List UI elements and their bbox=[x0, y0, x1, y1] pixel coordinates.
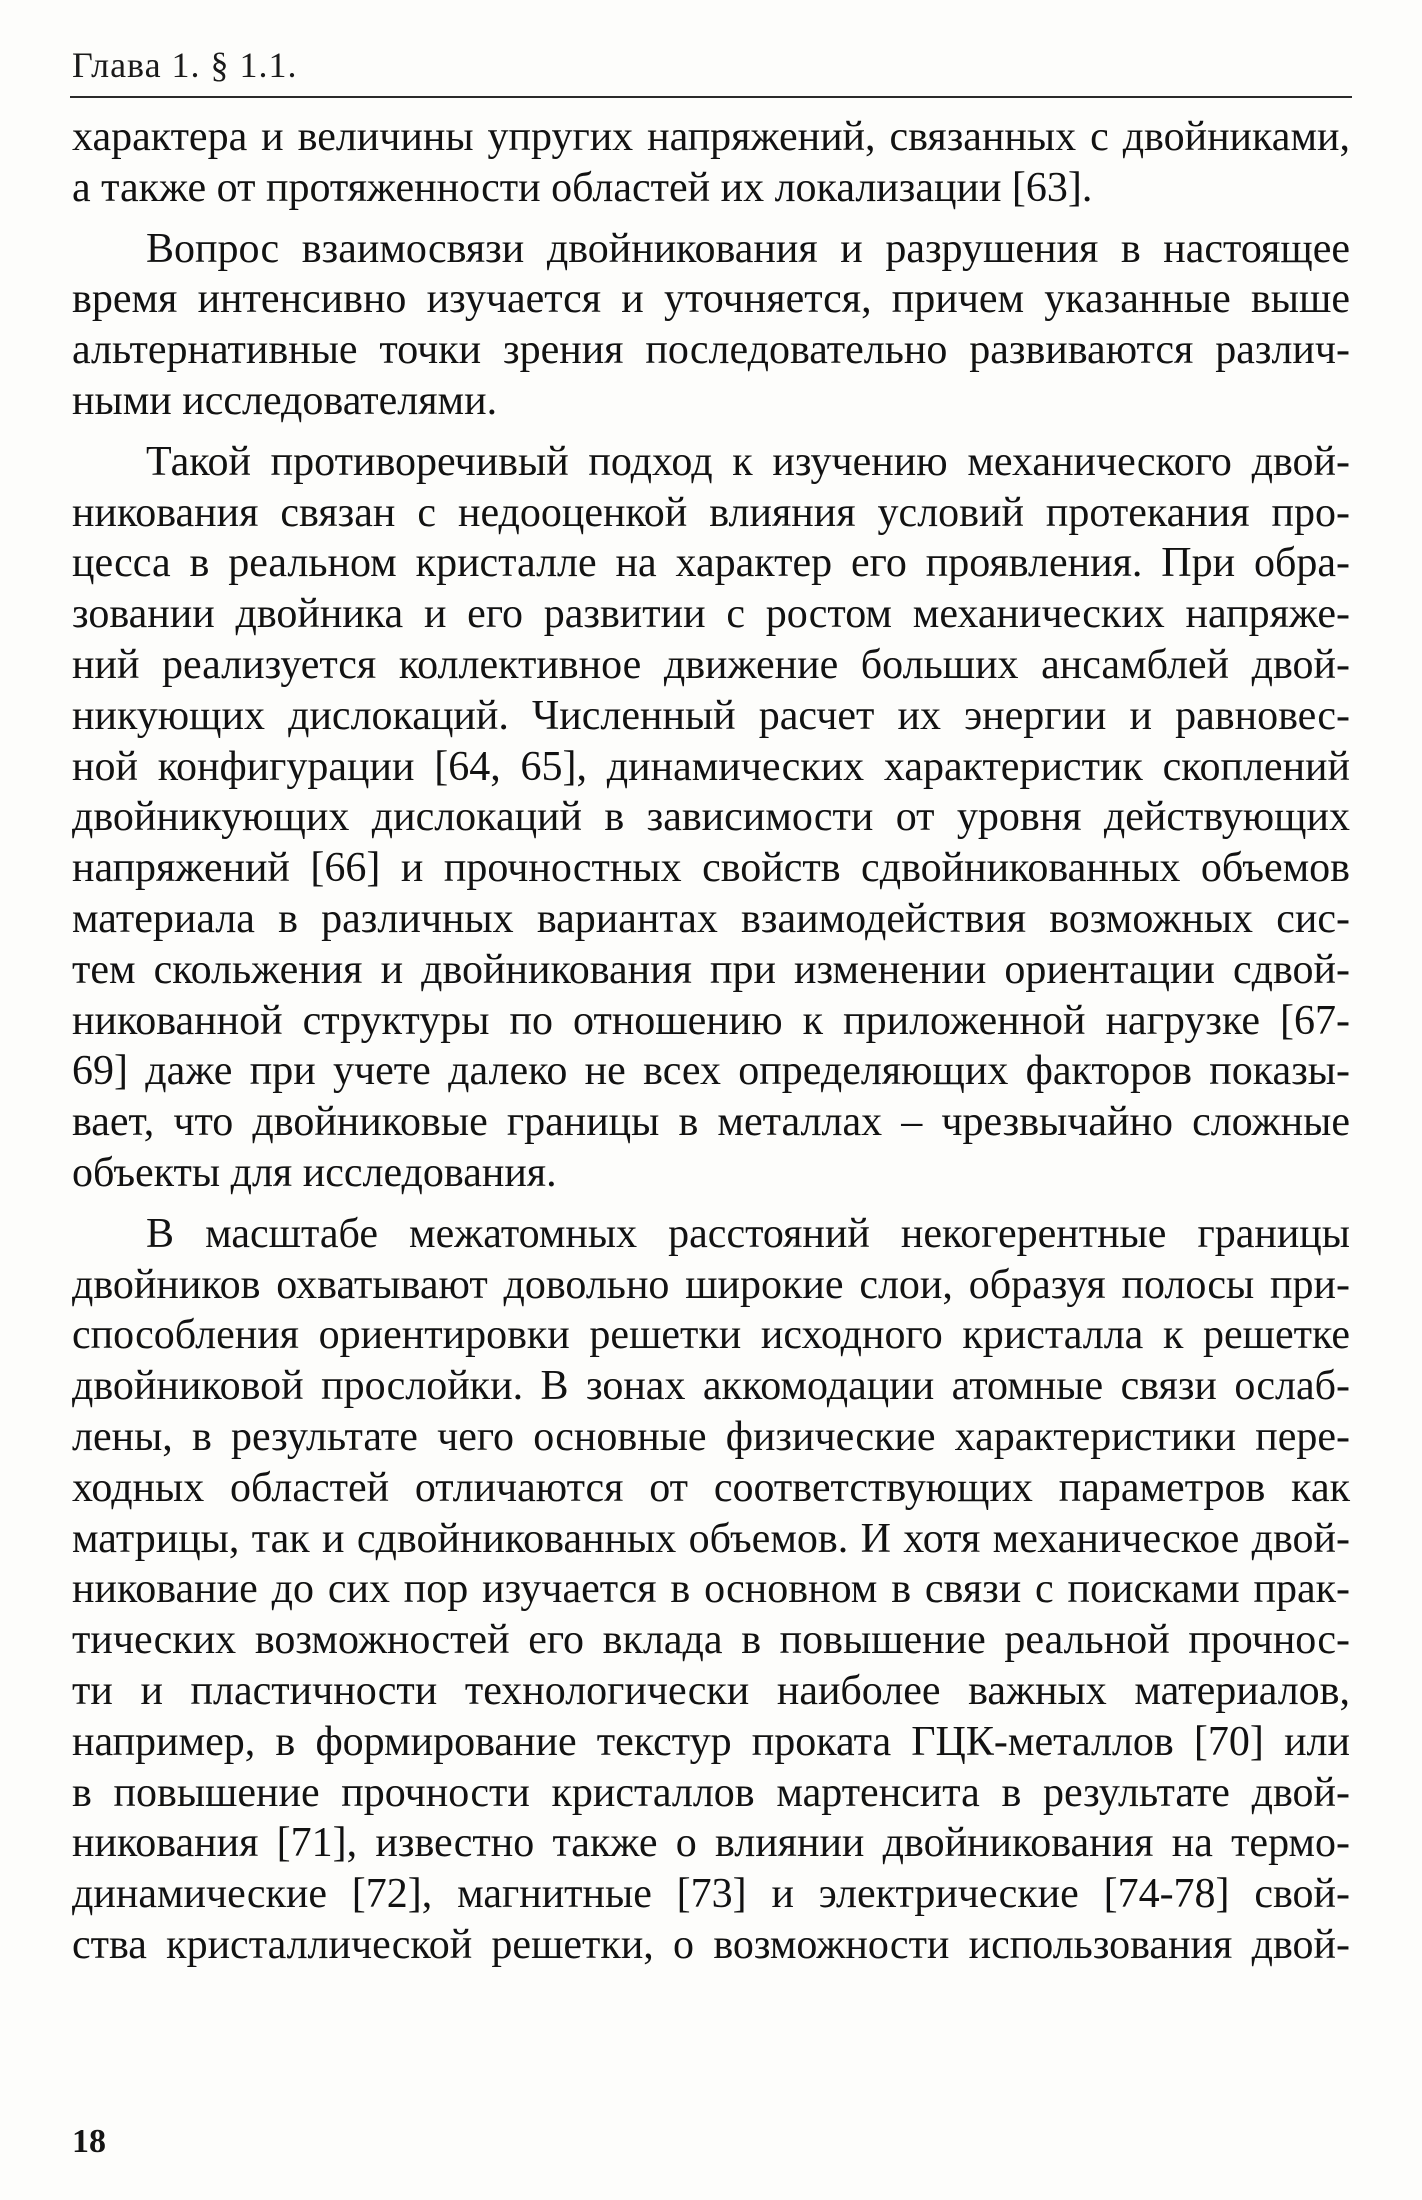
text-line: двойникующих дислокаций в зависимости от уровня действующих bbox=[72, 794, 1350, 841]
text-line: объекты для исследования. bbox=[72, 1149, 557, 1196]
text-line: никования связан с недооценкой влияния условий протекания про- bbox=[72, 489, 1350, 536]
text-line: никования [71], известно также о влиянии двойникования на термо- bbox=[72, 1820, 1350, 1867]
page-number: 18 bbox=[72, 2123, 106, 2160]
text-line: лены, в результате чего основные физические характеристики пере- bbox=[72, 1413, 1350, 1460]
text-line: в повышение прочности кристаллов мартенсита в результате двой- bbox=[72, 1769, 1350, 1816]
text-line: напряжений [66] и прочностных свойств сдвойникованных объемов bbox=[72, 845, 1350, 892]
text-line: двойниковой прослойки. В зонах аккомодации атомные связи ослаб- bbox=[72, 1363, 1350, 1410]
text-line: цесса в реальном кристалле на характер его проявления. При обра- bbox=[72, 540, 1350, 587]
text-line: ными исследователями. bbox=[72, 377, 498, 424]
text-line: В масштабе межатомных расстояний некогерентные границы bbox=[146, 1210, 1350, 1257]
running-head: Глава 1. § 1.1. bbox=[72, 45, 298, 85]
text-line: альтернативные точки зрения последовательно развиваются различ- bbox=[72, 327, 1350, 374]
text-line: характера и величины упругих напряжений, связанных с двойниками, bbox=[72, 114, 1350, 160]
text-line: никующих дислокаций. Численный расчет их энергии и равновес- bbox=[72, 692, 1350, 739]
text-line: а также от протяженности областей их локализации [63]. bbox=[72, 164, 1093, 211]
text-line: Вопрос взаимосвязи двойникования и разрушения в настоящее bbox=[146, 225, 1350, 272]
text-line: динамические [72], магнитные [73] и электрические [74-78] свой- bbox=[72, 1871, 1350, 1918]
text-line: ной конфигурации [64, 65], динамических характеристик скоплений bbox=[72, 743, 1350, 790]
text-line: вает, что двойниковые границы в металлах – чрезвычайно сложные bbox=[72, 1099, 1350, 1146]
text-line: зовании двойника и его развитии с ростом механических напряже- bbox=[72, 591, 1350, 638]
text-line: способления ориентировки решетки исходного кристалла к решетке bbox=[72, 1312, 1350, 1359]
text-line: матрицы, так и сдвойникованных объемов. И хотя механическое двой- bbox=[72, 1515, 1350, 1562]
text-line: Такой противоречивый подход к изучению механического двой- bbox=[146, 438, 1350, 485]
text-line: ства кристаллической решетки, о возможности использования двой- bbox=[72, 1921, 1350, 1968]
text-line: тических возможностей его вклада в повышение реальной прочнос- bbox=[72, 1617, 1350, 1664]
text-line: ходных областей отличаются от соответствующих параметров как bbox=[72, 1464, 1350, 1511]
text-line: например, в формирование текстур проката ГЦК-металлов [70] или bbox=[72, 1718, 1350, 1765]
text-line: никование до сих пор изучается в основном в связи с поисками прак- bbox=[72, 1566, 1350, 1613]
text-line: 69] даже при учете далеко не всех определяющих факторов показы- bbox=[72, 1048, 1350, 1095]
text-line: ний реализуется коллективное движение больших ансамблей двой- bbox=[72, 641, 1350, 688]
text-line: тем скольжения и двойникования при изменении ориентации сдвой- bbox=[72, 946, 1350, 993]
paragraph bbox=[72, 224, 1350, 427]
text-line: двойников охватывают довольно широкие слои, образуя полосы при- bbox=[72, 1261, 1350, 1308]
text-line: никованной структуры по отношению к приложенной нагрузке [67- bbox=[72, 997, 1350, 1044]
body-text bbox=[72, 112, 1350, 1981]
text-line: ти и пластичности технологически наиболее важных материалов, bbox=[72, 1667, 1350, 1714]
header-rule bbox=[70, 96, 1352, 98]
paragraph bbox=[72, 437, 1350, 1199]
text-line: время интенсивно изучается и уточняется, причем указанные выше bbox=[72, 276, 1350, 323]
text-line: материала в различных вариантах взаимодействия возможных сис- bbox=[72, 895, 1350, 942]
paragraph bbox=[72, 112, 1350, 214]
paragraph bbox=[72, 1209, 1350, 1971]
